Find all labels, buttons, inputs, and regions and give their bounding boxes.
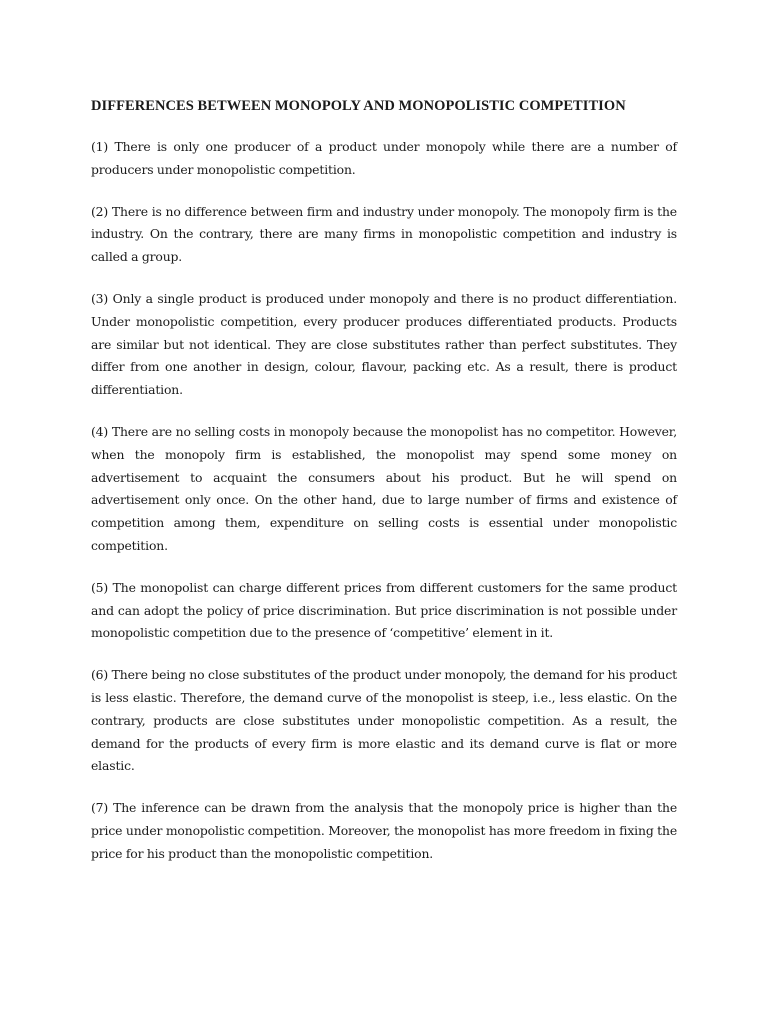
difference-point-2: (2) There is no difference between firm and industry under monopoly. The monopoly firm is the industry. On the contrary, there are many firms in monopolistic competition and industry is called a group. <box>91 203 677 265</box>
difference-point-4: (4) There are no selling costs in monopoly because the monopolist has no competitor. However, when the monopoly firm is established, the monopolist may spend some money on advertisement to acquaint the consumers about his product. But he will spend on advertisement only once. On the other hand, due to large number of firms and existence of competition among them, expenditure on selling costs is essential under monopolistic competition. <box>91 423 677 553</box>
document-title: DIFFERENCES BETWEEN MONOPOLY AND MONOPOLISTIC COMPETITION <box>91 98 626 114</box>
difference-point-6: (6) There being no close substitutes of the product under monopoly, the demand for his product is less elastic. Therefore, the demand curve of the monopolist is steep, i.e., less elastic. On the contrary, products are close substitutes under monopolistic competition. As a result, the demand for the products of every firm is more elastic and its demand curve is flat or more elastic. <box>91 667 677 774</box>
difference-point-1: (1) There is only one producer of a product under monopoly while there are a number of producers under monopolistic competition. <box>91 139 677 177</box>
difference-point-7: (7) The inference can be drawn from the analysis that the monopoly price is higher than the price under monopolistic competition. Moreover, the monopolist has more freedom in fixing the price for his product than the monopolistic competition. <box>91 800 677 861</box>
differences-list <box>91 136 677 866</box>
difference-point-3: (3) Only a single product is produced under monopoly and there is no product differentiation. Under monopolistic competition, every producer produces differentiated products. Products are similar but not identical. They are close substitutes rather than perfect substitutes. They differ from one another in design, colour, flavour, packing etc. As a result, there is product differentiation. <box>91 290 677 398</box>
document-page <box>91 96 677 885</box>
difference-point-5: (5) The monopolist can charge different prices from different customers for the same product and can adopt the policy of price discrimination. But price discrimination is not possible under monopolistic competition due to the presence of ‘competitive’ element in it. <box>91 579 677 641</box>
